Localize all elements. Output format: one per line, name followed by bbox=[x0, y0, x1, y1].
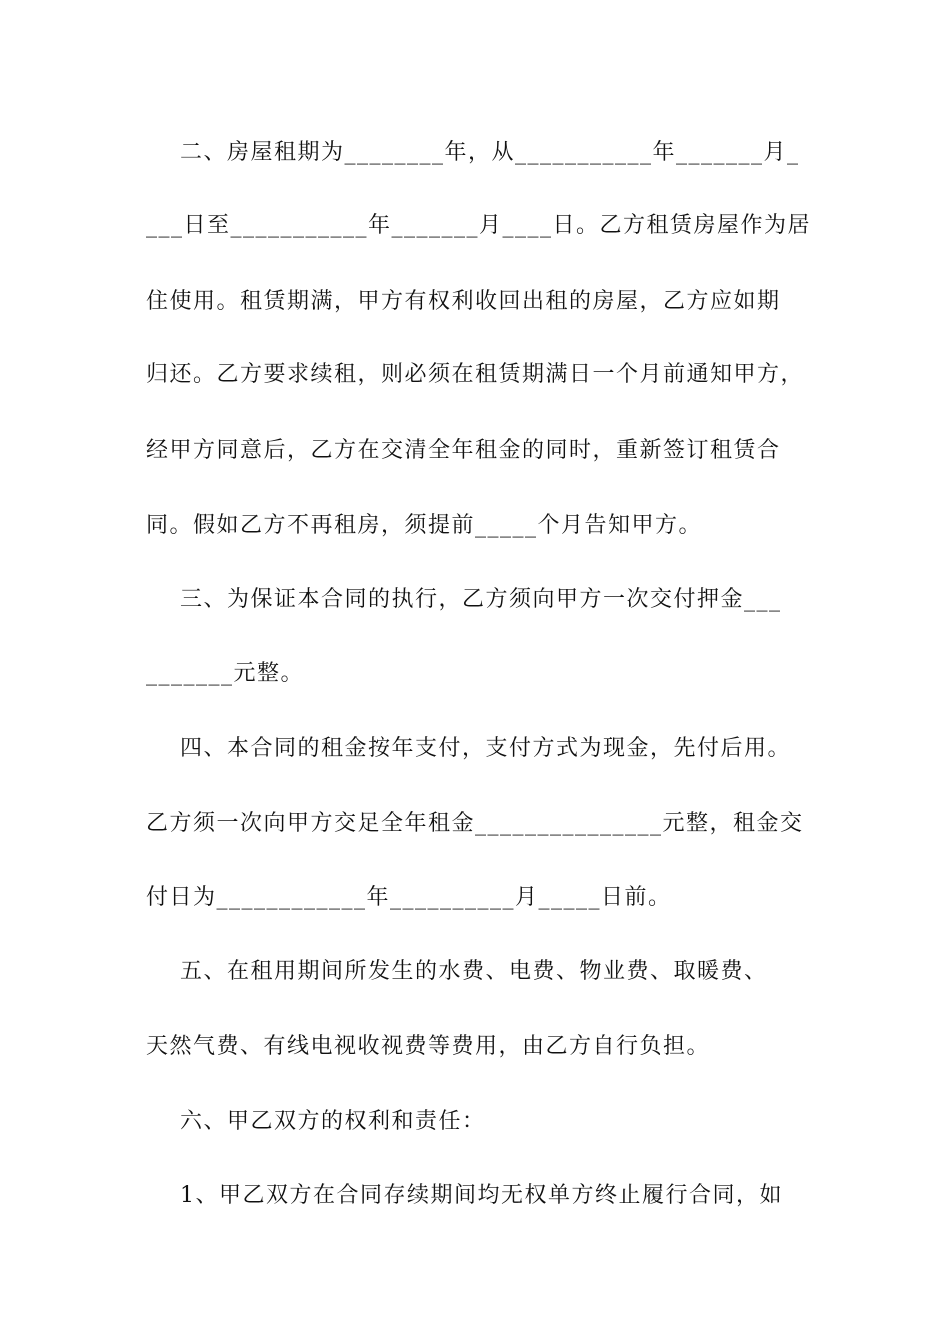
text-line-15: 1、甲乙双方在合同存续期间均无权单方终止履行合同，如 bbox=[146, 1183, 783, 1208]
text-line-5: 经甲方同意后，乙方在交清全年租金的同时，重新签订租赁合 bbox=[146, 438, 781, 463]
text-line-13: 天然气费、有线电视收视费等费用，由乙方自行负担。 bbox=[146, 1034, 711, 1059]
text-line-12: 五、在租用期间所发生的水费、电费、物业费、取暖费、 bbox=[146, 959, 768, 984]
text-line-1: 二、房屋租期为________年，从___________年_______月_ bbox=[146, 140, 800, 165]
text-line-10: 乙方须一次向甲方交足全年租金_______________元整，租金交 bbox=[146, 811, 804, 836]
text-line-9: 四、本合同的租金按年支付，支付方式为现金，先付后用。 bbox=[146, 736, 791, 761]
text-line-14: 六、甲乙双方的权利和责任： bbox=[146, 1109, 486, 1134]
text-line-6: 同。假如乙方不再租房，须提前_____个月告知甲方。 bbox=[146, 513, 703, 538]
text-line-8: _______元整。 bbox=[146, 661, 305, 686]
text-line-2: ___日至___________年_______月____日。乙方租赁房屋作为居 bbox=[146, 213, 812, 238]
text-line-4: 归还。乙方要求续租，则必须在租赁期满日一个月前通知甲方， bbox=[146, 362, 805, 387]
text-line-7: 三、为保证本合同的执行，乙方须向甲方一次交付押金___ bbox=[146, 587, 782, 612]
text-line-3: 住使用。租赁期满，甲方有权利收回出租的房屋，乙方应如期 bbox=[146, 289, 781, 314]
text-line-11: 付日为____________年__________月_____日前。 bbox=[146, 885, 672, 910]
